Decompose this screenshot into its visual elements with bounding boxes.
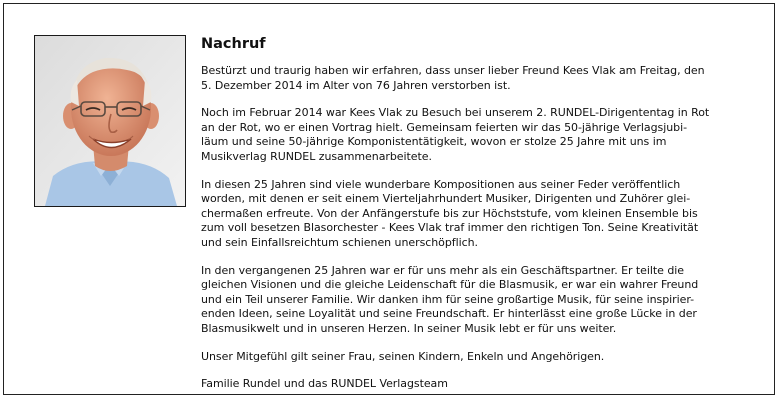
paragraph-last-visit: Noch im Februar 2014 war Kees Vlak zu Besuch bei unserem 2. RUNDEL-Dirigententag in Rot an der Rot, wo er einen Vortrag hielt. Gemeinsam feierten wir das 50-jährige Verlagsjubi- läum und seine 50-jährige Komponistentätigkeit, wovon er stolze 25 Jahre mit uns im Musikverlag RUNDEL zusammenarbeitete. (201, 106, 710, 163)
signature-line: Familie Rundel und das RUNDEL Verlagsteam (201, 377, 448, 391)
portrait-illustration (35, 36, 185, 206)
paragraph-compositions: In diesen 25 Jahren sind viele wunderbare Kompositionen aus seiner Feder veröffentlich worden, mit denen er seit einem Vierteljahrhundert Musiker, Dirigenten und Zuhörer glei- chermaßen erfreute. Von der Anfängerstufe bis zur Höchststufe, vom kleinen Ensemble bis zum voll besetzen Blasorchester - Kees Vlak traf immer den richtigen Ton. Seine Kreativität und sein Einfallsreichtum schienen unerschöpflich. (201, 177, 699, 249)
paragraph-partnership: In den vergangenen 25 Jahren war er für uns mehr als ein Geschäftspartner. Er teilte die gleichen Visionen und die gleiche Leidenschaft für die Blasmusik, er war ein wahrer Freund und ein Teil unserer Familie. Wir danken ihm für seine großartige Musik, für seine inspirier- enden Ideen, seine Loyalität und seine Freundschaft. Er hinterlässt eine große Lücke in der Blasmusikwelt und in unseren Herzen. In seiner Musik lebt er für uns weiter. (201, 263, 699, 335)
obituary-text (201, 34, 749, 405)
obituary-card (3, 3, 775, 395)
paragraph-condolence: Unser Mitgefühl gilt seiner Frau, seinen Kindern, Enkeln und Angehörigen. (201, 349, 605, 363)
portrait-photo (34, 35, 186, 207)
page-title: Nachruf (201, 36, 266, 52)
paragraph-announcement: Bestürzt und traurig haben wir erfahren, dass unser lieber Freund Kees Vlak am Freitag, den 5. Dezember 2014 im Alter von 76 Jahren verstorben ist. (201, 64, 705, 92)
